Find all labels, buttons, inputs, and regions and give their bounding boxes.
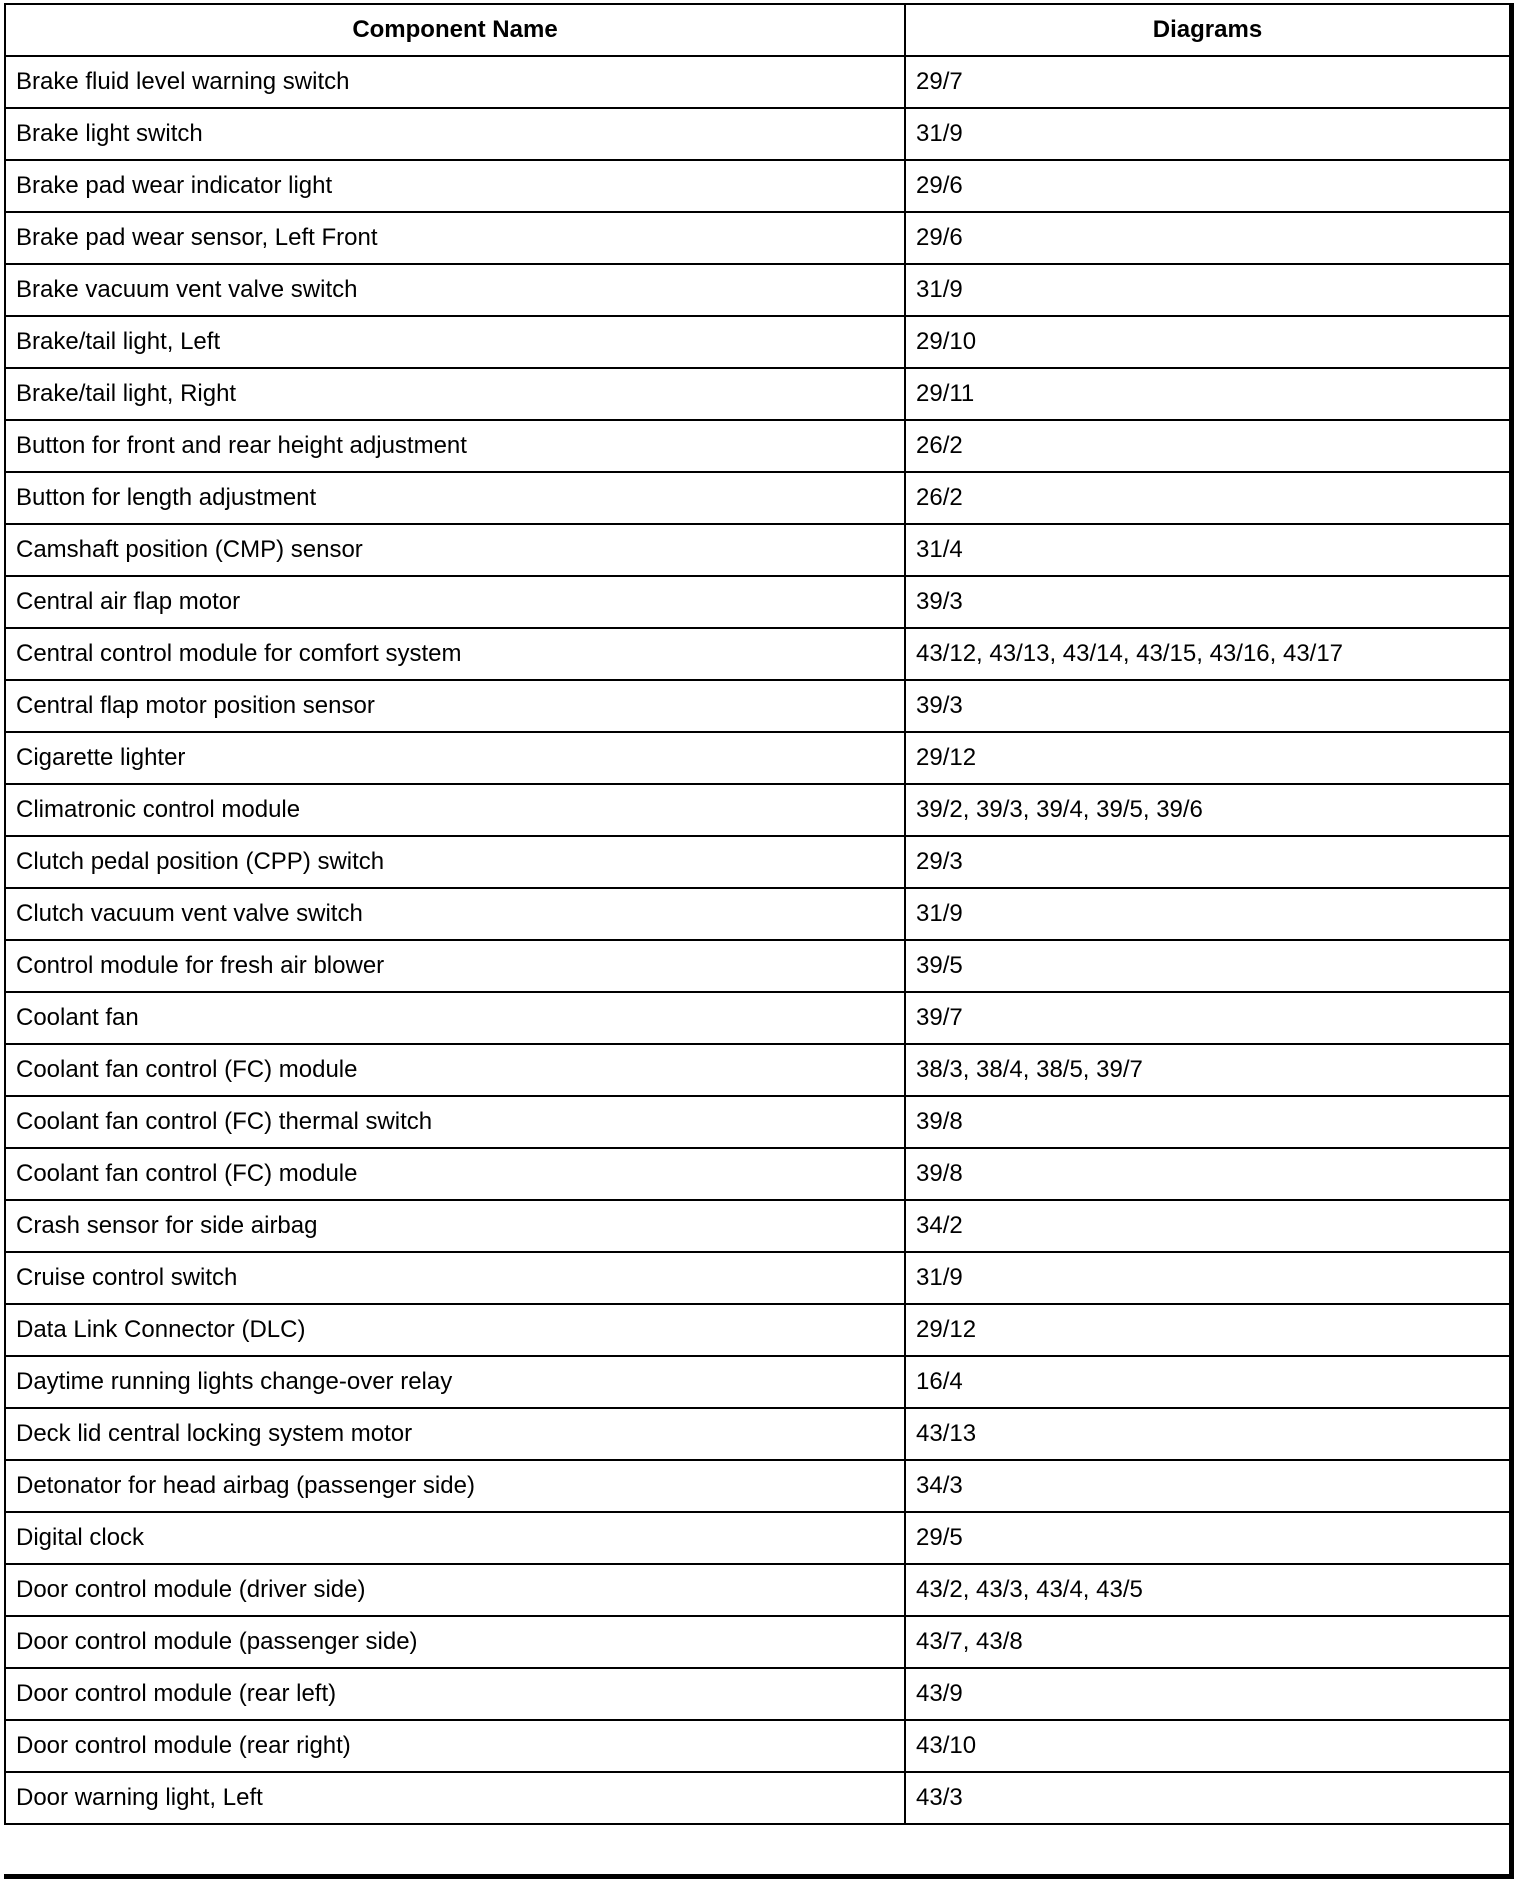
diagrams-cell: 16/4 — [905, 1356, 1510, 1408]
table-row — [5, 472, 1510, 524]
table-header — [5, 4, 1510, 56]
table-row — [5, 1304, 1510, 1356]
diagrams-cell: 34/3 — [905, 1460, 1510, 1512]
component-name-cell: Door control module (rear right) — [5, 1720, 905, 1772]
diagrams-cell: 43/12, 43/13, 43/14, 43/15, 43/16, 43/17 — [905, 628, 1510, 680]
diagrams-cell: 43/9 — [905, 1668, 1510, 1720]
component-name-cell: Central air flap motor — [5, 576, 905, 628]
component-name-cell: Data Link Connector (DLC) — [5, 1304, 905, 1356]
diagrams-cell: 43/3 — [905, 1772, 1510, 1824]
component-diagram-table — [4, 3, 1511, 1825]
component-name-cell: Coolant fan control (FC) thermal switch — [5, 1096, 905, 1148]
diagrams-cell: 26/2 — [905, 420, 1510, 472]
component-name-cell: Brake/tail light, Left — [5, 316, 905, 368]
diagrams-cell: 29/12 — [905, 1304, 1510, 1356]
diagrams-cell: 31/9 — [905, 108, 1510, 160]
table-row — [5, 368, 1510, 420]
component-name-cell: Central flap motor position sensor — [5, 680, 905, 732]
diagrams-cell: 39/3 — [905, 576, 1510, 628]
table-row — [5, 1720, 1510, 1772]
component-name-cell: Brake fluid level warning switch — [5, 56, 905, 108]
diagrams-cell: 43/2, 43/3, 43/4, 43/5 — [905, 1564, 1510, 1616]
component-name-cell: Clutch vacuum vent valve switch — [5, 888, 905, 940]
diagrams-cell: 43/7, 43/8 — [905, 1616, 1510, 1668]
component-name-cell: Brake pad wear sensor, Left Front — [5, 212, 905, 264]
diagrams-cell: 34/2 — [905, 1200, 1510, 1252]
component-name-cell: Digital clock — [5, 1512, 905, 1564]
component-name-cell: Door control module (driver side) — [5, 1564, 905, 1616]
table-row — [5, 1356, 1510, 1408]
table-row — [5, 940, 1510, 992]
component-name-cell: Coolant fan control (FC) module — [5, 1148, 905, 1200]
component-name-cell: Control module for fresh air blower — [5, 940, 905, 992]
table-row — [5, 1044, 1510, 1096]
diagrams-cell: 39/7 — [905, 992, 1510, 1044]
header-component-name: Component Name — [5, 4, 905, 56]
table-row — [5, 1252, 1510, 1304]
header-diagrams: Diagrams — [905, 4, 1510, 56]
diagrams-cell: 29/11 — [905, 368, 1510, 420]
component-name-cell: Deck lid central locking system motor — [5, 1408, 905, 1460]
table-row — [5, 628, 1510, 680]
table-row — [5, 992, 1510, 1044]
component-name-cell: Camshaft position (CMP) sensor — [5, 524, 905, 576]
diagrams-cell: 39/2, 39/3, 39/4, 39/5, 39/6 — [905, 784, 1510, 836]
component-name-cell: Brake/tail light, Right — [5, 368, 905, 420]
diagrams-cell: 38/3, 38/4, 38/5, 39/7 — [905, 1044, 1510, 1096]
table-row — [5, 108, 1510, 160]
table-row — [5, 732, 1510, 784]
table-row — [5, 264, 1510, 316]
table-row — [5, 1096, 1510, 1148]
component-name-cell: Door control module (passenger side) — [5, 1616, 905, 1668]
table-row — [5, 1200, 1510, 1252]
table-body — [5, 56, 1510, 1824]
diagrams-cell: 31/9 — [905, 888, 1510, 940]
component-name-cell: Clutch pedal position (CPP) switch — [5, 836, 905, 888]
table-row — [5, 316, 1510, 368]
table-row — [5, 836, 1510, 888]
table-row — [5, 784, 1510, 836]
table-row — [5, 1408, 1510, 1460]
table-row — [5, 1148, 1510, 1200]
table-row — [5, 212, 1510, 264]
component-name-cell: Brake pad wear indicator light — [5, 160, 905, 212]
diagrams-cell: 29/12 — [905, 732, 1510, 784]
header-row — [5, 4, 1510, 56]
diagrams-cell: 29/5 — [905, 1512, 1510, 1564]
component-name-cell: Cruise control switch — [5, 1252, 905, 1304]
component-name-cell: Door control module (rear left) — [5, 1668, 905, 1720]
component-name-cell: Button for front and rear height adjustment — [5, 420, 905, 472]
table-row — [5, 1772, 1510, 1824]
table-row — [5, 888, 1510, 940]
table-row — [5, 680, 1510, 732]
diagrams-cell: 43/13 — [905, 1408, 1510, 1460]
diagrams-cell: 29/3 — [905, 836, 1510, 888]
diagrams-cell: 29/6 — [905, 212, 1510, 264]
diagrams-cell: 29/6 — [905, 160, 1510, 212]
table-row — [5, 524, 1510, 576]
diagrams-cell: 29/10 — [905, 316, 1510, 368]
table-row — [5, 576, 1510, 628]
component-name-cell: Daytime running lights change-over relay — [5, 1356, 905, 1408]
table-row — [5, 1616, 1510, 1668]
component-name-cell: Cigarette lighter — [5, 732, 905, 784]
table-row — [5, 1564, 1510, 1616]
diagrams-cell: 31/9 — [905, 1252, 1510, 1304]
component-name-cell: Climatronic control module — [5, 784, 905, 836]
diagrams-cell: 26/2 — [905, 472, 1510, 524]
component-name-cell: Detonator for head airbag (passenger side) — [5, 1460, 905, 1512]
table-row — [5, 56, 1510, 108]
component-name-cell: Button for length adjustment — [5, 472, 905, 524]
component-name-cell: Coolant fan — [5, 992, 905, 1044]
table-row — [5, 420, 1510, 472]
document-page — [4, 3, 1514, 1879]
diagrams-cell: 39/5 — [905, 940, 1510, 992]
component-name-cell: Door warning light, Left — [5, 1772, 905, 1824]
diagrams-cell: 39/3 — [905, 680, 1510, 732]
diagrams-cell: 39/8 — [905, 1096, 1510, 1148]
table-row — [5, 1668, 1510, 1720]
component-name-cell: Brake vacuum vent valve switch — [5, 264, 905, 316]
component-name-cell: Brake light switch — [5, 108, 905, 160]
component-name-cell: Coolant fan control (FC) module — [5, 1044, 905, 1096]
table-row — [5, 1460, 1510, 1512]
diagrams-cell: 29/7 — [905, 56, 1510, 108]
component-name-cell: Central control module for comfort system — [5, 628, 905, 680]
diagrams-cell: 43/10 — [905, 1720, 1510, 1772]
table-row — [5, 1512, 1510, 1564]
table-row — [5, 160, 1510, 212]
diagrams-cell: 31/4 — [905, 524, 1510, 576]
diagrams-cell: 31/9 — [905, 264, 1510, 316]
component-name-cell: Crash sensor for side airbag — [5, 1200, 905, 1252]
diagrams-cell: 39/8 — [905, 1148, 1510, 1200]
